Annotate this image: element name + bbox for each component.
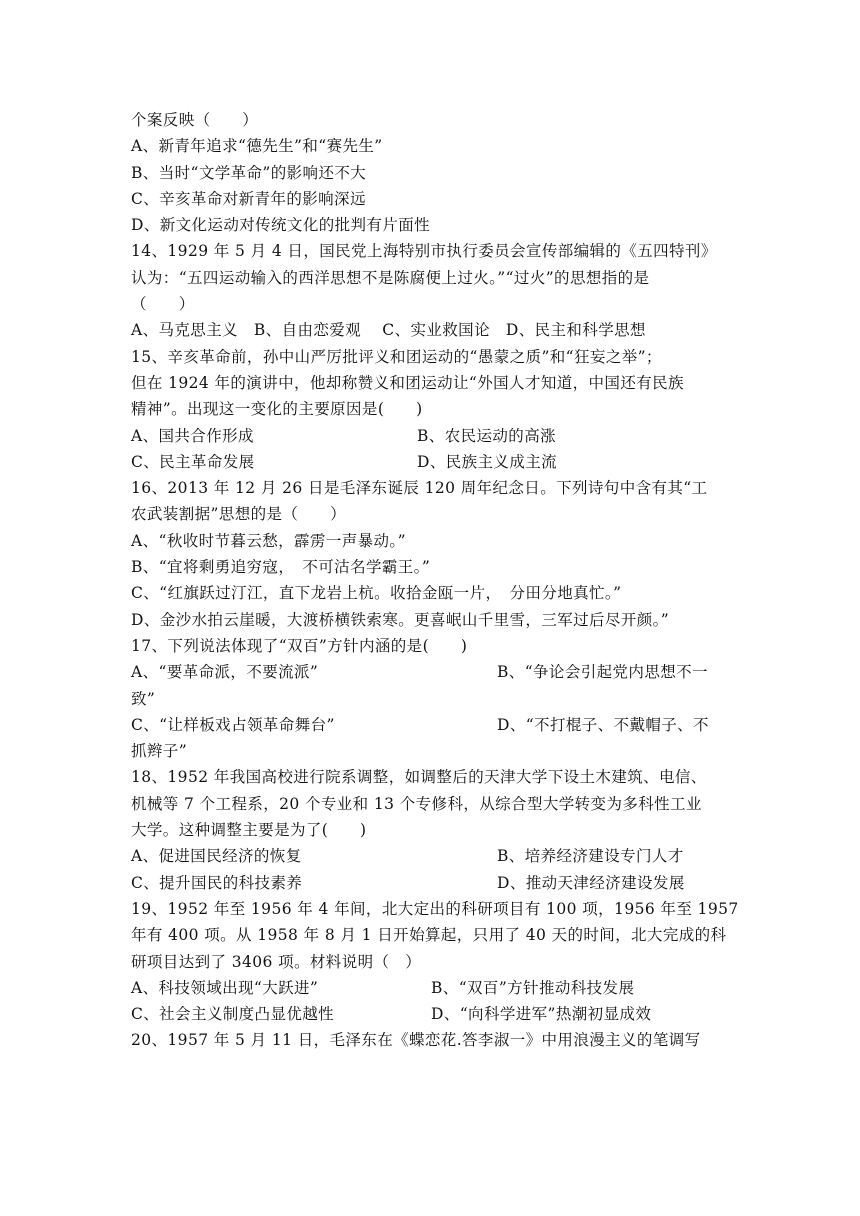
q14-options: A、马克思主义 B、自由恋爱观 C、实业救国论 D、民主和科学思想 xyxy=(131,321,646,340)
q17-options-row-1 xyxy=(131,659,731,685)
q17-option-b-continued: 致” xyxy=(131,689,156,708)
q18-stem-line-3: 大学。这种调整主要是为了( ) xyxy=(131,821,367,840)
q15-stem-line-2: 但在 1924 年的演讲中，他却称赞义和团运动让“外国人才知道，中国还有民族 xyxy=(131,373,684,392)
q13-option-c: C、辛亥革命对新青年的影响深远 xyxy=(131,189,366,208)
q19-option-c: C、社会主义制度凸显优越性 xyxy=(131,1005,335,1024)
q20-stem-line-1: 20、1957 年 5 月 11 日，毛泽东在《蝶恋花.答李淑一》中用浪漫主义的笔调写 xyxy=(131,1031,701,1050)
q14-stem-line-3: （ ） xyxy=(131,295,195,314)
q19-options-row-2 xyxy=(131,1001,731,1027)
q19-option-d: D、“向科学进军”热潮初显成效 xyxy=(431,1005,652,1024)
q18-options-row-2 xyxy=(131,870,731,896)
q15-option-b: B、农民运动的高涨 xyxy=(417,426,556,445)
q18-option-a: A、促进国民经济的恢复 xyxy=(131,847,302,866)
q19-option-a: A、科技领域出现“大跃进” xyxy=(131,978,319,997)
q16-option-a: A、“秋收时节暮云愁，霹雳一声暴动。” xyxy=(131,531,406,550)
q18-option-b: B、培养经济建设专门人才 xyxy=(497,847,684,866)
q17-options-row-2 xyxy=(131,712,731,738)
q19-stem-line-1: 19、1952 年至 1956 年 4 年间，北大定出的科研项目有 100 项，1956 年至 1957 xyxy=(131,899,739,918)
q16-option-c: C、“红旗跃过汀江，直下龙岩上杭。收拾金瓯一片， 分田分地真忙。” xyxy=(131,584,622,603)
q16-stem-line-1: 16、2013 年 12 月 26 日是毛泽东诞辰 120 周年纪念日。下列诗句中含有其“工 xyxy=(131,479,708,498)
q17-stem: 17、下列说法体现了“双百”方针内涵的是( ) xyxy=(131,636,468,655)
q16-option-b: B、“宜将剩勇追穷寇， 不可沽名学霸王。” xyxy=(131,558,431,577)
q14-stem-line-1: 14、1929 年 5 月 4 日，国民党上海特别市执行委员会宣传部编辑的《五四特刊》 xyxy=(131,242,717,261)
q16-stem-line-2: 农武装割据”思想的是（ ） xyxy=(131,505,347,524)
q14-stem-line-2: 认为：“五四运动输入的西洋思想不是陈腐便上过火。”“过火”的思想指的是 xyxy=(131,268,650,287)
q13-option-b: B、当时“文学革命”的影响还不大 xyxy=(131,163,367,182)
q17-option-c: C、“让样板戏占领革命舞台” xyxy=(131,715,335,734)
q19-stem-line-3: 研项目达到了 3406 项。材料说明（ ） xyxy=(131,952,422,971)
q17-option-d-continued: 抓辫子” xyxy=(131,742,188,761)
q19-stem-line-2: 年有 400 项。从 1958 年 8 月 1 日开始算起，只用了 40 天的时间，北大完成的科 xyxy=(131,926,727,945)
q18-stem-line-1: 18、1952 年我国高校进行院系调整，如调整后的天津大学下设土木建筑、电信、 xyxy=(131,768,707,787)
q15-option-a: A、国共合作形成 xyxy=(131,426,254,445)
q16-option-d: D、金沙水拍云崖暖，大渡桥横铁索寒。更喜岷山千里雪，三军过后尽开颜。” xyxy=(131,610,670,629)
q15-stem-line-3: 精神”。出现这一变化的主要原因是( ) xyxy=(131,400,423,419)
q18-option-d: D、推动天津经济建设发展 xyxy=(497,873,685,892)
q19-option-b: B、“双百”方针推动科技发展 xyxy=(431,978,635,997)
q13-option-d: D、新文化运动对传统文化的批判有片面性 xyxy=(131,216,431,235)
q15-option-c: C、民主革命发展 xyxy=(131,452,255,471)
q15-options-row-2 xyxy=(131,449,731,475)
q13-stem-end: 个案反映（ ） xyxy=(131,111,259,129)
q19-options-row-1 xyxy=(131,975,731,1001)
question-text-block xyxy=(131,107,739,1054)
q15-stem-line-1: 15、辛亥革命前，孙中山严厉批评义和团运动的“愚蒙之质”和“狂妄之举”； xyxy=(131,347,662,366)
q15-option-d: D、民族主义成主流 xyxy=(417,452,558,471)
q13-option-a: A、新青年追求“德先生”和“赛先生” xyxy=(131,137,383,156)
q17-option-b: B、“争论会引起党内思想不一 xyxy=(497,663,708,682)
q18-stem-line-2: 机械等 7 个工程系，20 个专业和 13 个专修科，从综合型大学转变为多科性工业 xyxy=(131,794,702,813)
q18-options-row-1 xyxy=(131,843,731,869)
q17-option-a: A、“要革命派，不要流派” xyxy=(131,663,319,682)
q15-options-row-1 xyxy=(131,423,731,449)
q17-option-d: D、“不打棍子、不戴帽子、不 xyxy=(497,715,709,734)
q18-option-c: C、提升国民的科技素养 xyxy=(131,873,303,892)
